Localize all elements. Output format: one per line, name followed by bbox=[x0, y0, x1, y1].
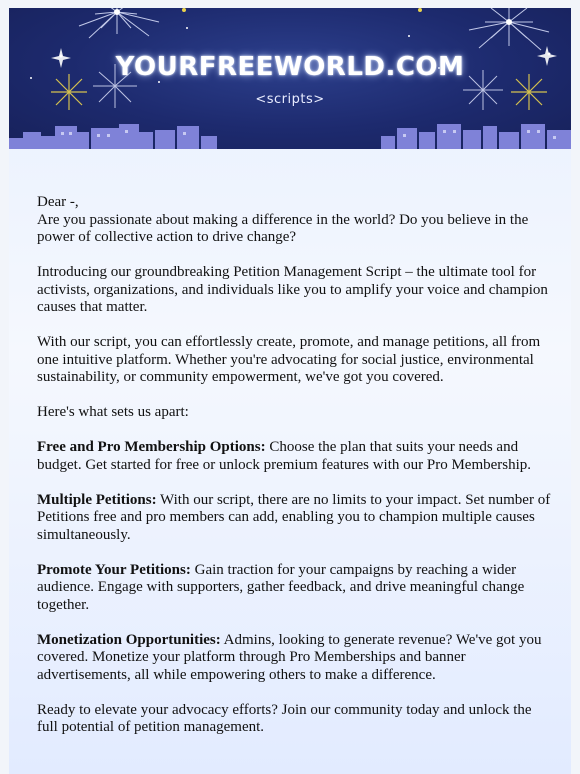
feature-text: Choose the plan that suits your needs and budget. Get started for free or unlock premium features with our Pro Membership. bbox=[37, 439, 532, 473]
feature-membership bbox=[37, 439, 552, 474]
greeting: Dear -, bbox=[37, 194, 79, 210]
feature-text: With our script, there are no limits to your impact. Set number of Petitions free and pro members can add, enabling you to champion multiple causes simultaneously. bbox=[37, 491, 551, 543]
closing-paragraph: Ready to elevate your advocacy efforts? Join our community today and unlock the full potential of petition management. bbox=[37, 701, 532, 735]
brand-title: YOURFREEWORLD.COM bbox=[115, 52, 465, 82]
feature-multiple-petitions bbox=[37, 492, 552, 545]
feature-title: Promote Your Petitions: bbox=[37, 561, 191, 578]
feature-promote bbox=[37, 562, 552, 615]
features-lead: Here's what sets us apart: bbox=[37, 404, 189, 420]
city-skyline bbox=[9, 124, 571, 149]
firework-center bbox=[506, 19, 512, 25]
feature-text: Admins, looking to generate revenue? We've got you covered. Monetize your platform through Pro Memberships and banner advertisements, all while empowering others to make a difference. bbox=[37, 631, 542, 683]
header-banner bbox=[9, 8, 571, 149]
feature-monetization bbox=[37, 632, 552, 685]
brand-tagline: <scripts> bbox=[255, 92, 325, 107]
feature-title: Monetization Opportunities: bbox=[37, 631, 221, 648]
feature-title: Free and Pro Membership Options: bbox=[37, 439, 266, 455]
firework-center bbox=[114, 9, 120, 15]
gold-dot bbox=[418, 8, 422, 12]
firework-top-right bbox=[469, 8, 549, 50]
feature-text: Gain traction for your campaigns by reaching a wider audience. Engage with supporters, gather feedback, and drive meaningful change together. bbox=[37, 561, 525, 613]
feature-title: Multiple Petitions: bbox=[37, 491, 157, 508]
email-body bbox=[9, 149, 571, 737]
intro-paragraph: Are you passionate about making a difference in the world? Do you believe in the power of collective action to drive change? bbox=[37, 211, 529, 245]
platform-paragraph: With our script, you can effortlessly create, promote, and manage petitions, all from one intuitive platform. Whether you're advocating for social justice, environmental sustainability, or community empowerment, we've got you covered. bbox=[37, 334, 541, 385]
gold-dot bbox=[182, 8, 186, 12]
email-container bbox=[9, 8, 571, 774]
product-intro-paragraph: Introducing our groundbreaking Petition Management Script – the ultimate tool for activists, organizations, and individuals like you to amplify your voice and champion causes that matter. bbox=[37, 264, 548, 315]
